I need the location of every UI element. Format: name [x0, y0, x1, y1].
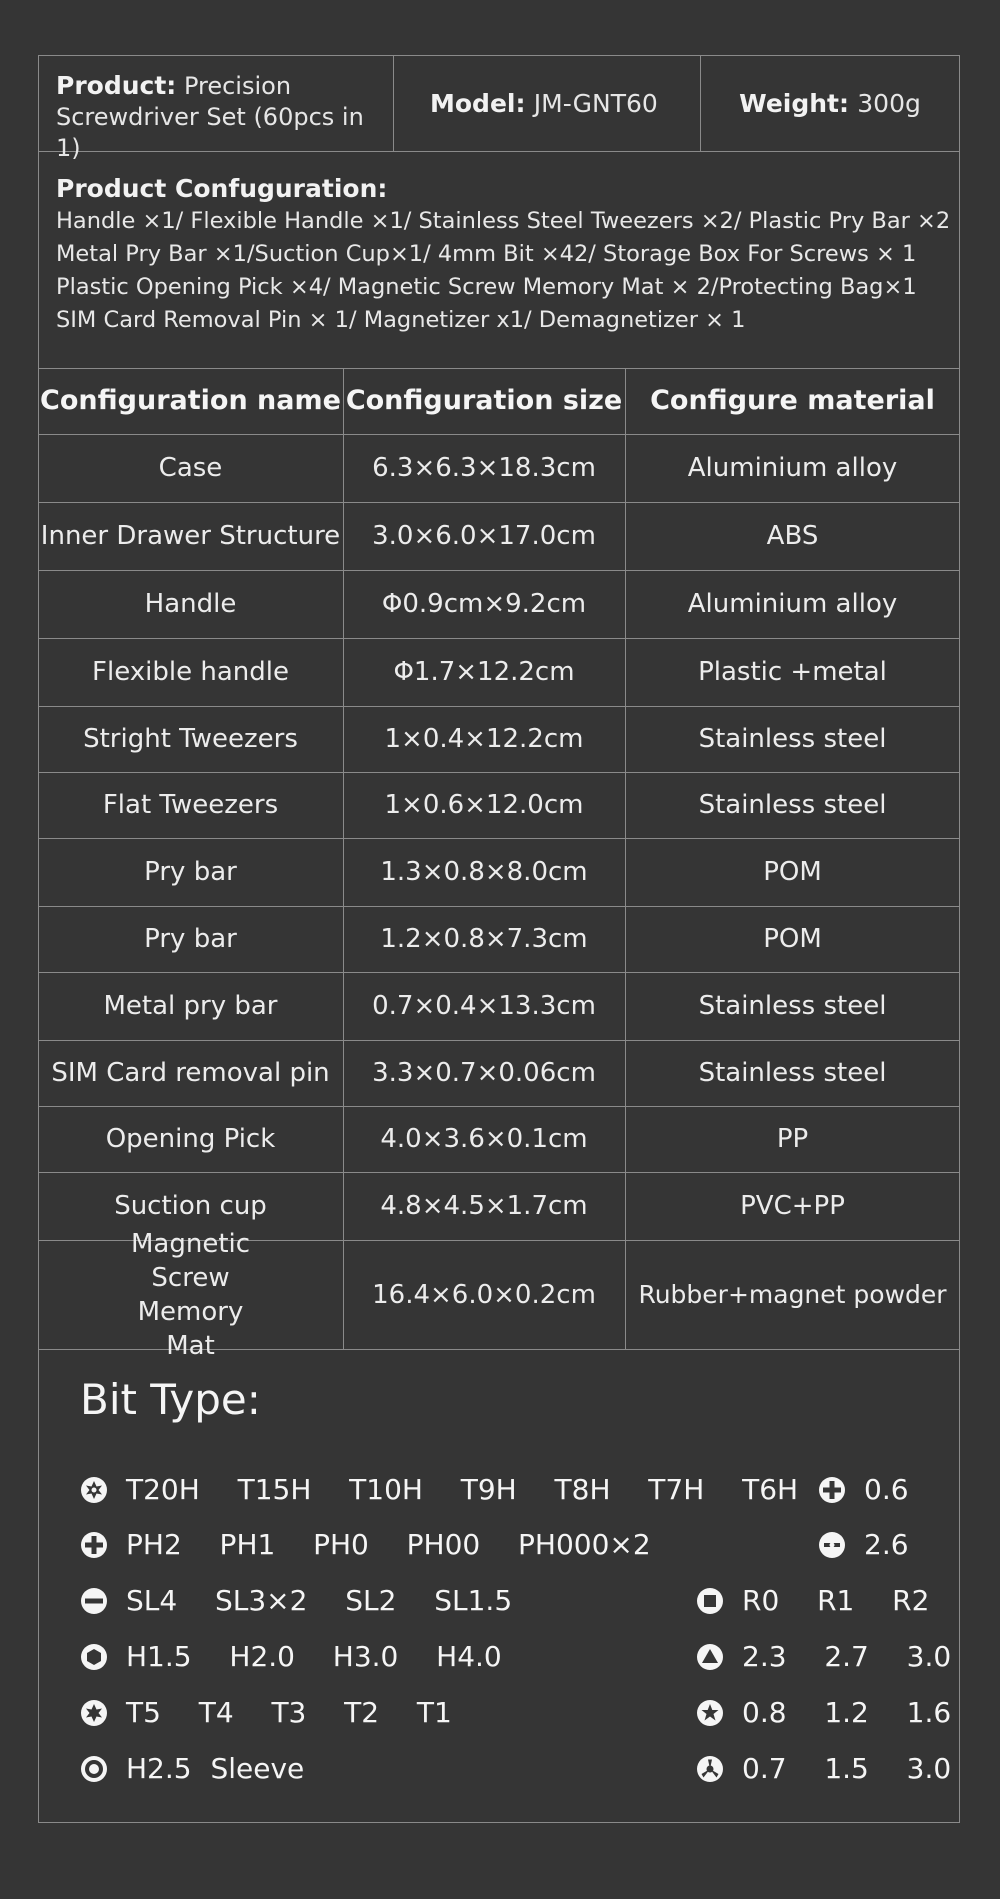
phillips-icon: [80, 1531, 108, 1559]
config-material-cell: POM: [763, 857, 822, 887]
bit-row-right: [818, 1473, 909, 1506]
configuration-title: Product Confuguration:: [56, 174, 388, 203]
bit-sizes: T20H T15H T10H T9H T8H T7H T6H: [126, 1473, 799, 1506]
table-header-2: Configuration size: [345, 385, 623, 416]
config-size-cell: 16.4×6.0×0.2cm: [372, 1279, 596, 1310]
bit-row-right: [696, 1696, 951, 1729]
product-cell: [56, 55, 376, 162]
pentalobe-icon: [696, 1699, 724, 1727]
bit-sizes: R0 R1 R2: [742, 1584, 930, 1617]
config-size-cell: 3.0×6.0×17.0cm: [372, 521, 596, 551]
bit-row-left: [80, 1528, 651, 1561]
configuration-line: SIM Card Removal Pin × 1/ Magnetizer x1/ Demagnetizer × 1: [56, 307, 746, 333]
config-name-cell: Handle: [144, 589, 237, 619]
config-name-cell: Inner Drawer Structure: [40, 521, 341, 551]
config-material-cell: Stainless steel: [698, 724, 887, 754]
config-name-cell: Magnetic Screw Memory Mat: [130, 1228, 251, 1361]
model-key: Model:: [430, 88, 526, 118]
config-name-cell: Pry bar: [144, 924, 237, 954]
divider: [393, 55, 394, 151]
bit-sizes: 2.3 2.7 3.0: [742, 1640, 952, 1673]
torx-security-icon: [80, 1476, 108, 1504]
config-name-cell: Flat Tweezers: [102, 790, 279, 820]
bit-sizes: 0.7 1.5 3.0: [742, 1752, 952, 1785]
config-material-cell: POM: [763, 924, 822, 954]
tri-wing-icon: [696, 1755, 724, 1783]
bit-row-left: [80, 1752, 304, 1785]
config-name-cell: Stright Tweezers: [83, 724, 298, 754]
config-size-cell: 1.3×0.8×8.0cm: [380, 857, 588, 887]
config-material-cell: Stainless steel: [698, 991, 887, 1021]
config-size-cell: 0.7×0.4×13.3cm: [372, 991, 596, 1021]
bit-type-title: Bit Type:: [80, 1375, 261, 1424]
sleeve-icon: [80, 1755, 108, 1783]
table-header-1: Configuration name: [40, 385, 341, 416]
config-size-cell: 1.2×0.8×7.3cm: [380, 924, 588, 954]
config-name-cell: SIM Card removal pin: [51, 1058, 330, 1088]
config-material-cell: Aluminium alloy: [687, 589, 898, 619]
config-name-cell: Metal pry bar: [103, 991, 278, 1021]
torx-icon: [80, 1699, 108, 1727]
table-header-3: Configure material: [650, 385, 935, 416]
config-size-cell: 1×0.4×12.2cm: [384, 724, 584, 754]
config-name-cell: Opening Pick: [105, 1124, 276, 1154]
configuration-line: Metal Pry Bar ×1/Suction Cup×1/ 4mm Bit ×42/ Storage Box For Screws × 1: [56, 241, 917, 267]
config-name-cell: Suction cup: [114, 1191, 267, 1221]
bit-sizes: H1.5 H2.0 H3.0 H4.0: [126, 1640, 502, 1673]
model-value: JM-GNT60: [533, 88, 658, 118]
triangle-icon: [696, 1643, 724, 1671]
bit-row-left: [80, 1696, 452, 1729]
config-material-cell: Aluminium alloy: [687, 453, 898, 483]
bit-sizes: 0.8 1.2 1.6: [742, 1696, 952, 1729]
model-cell: [430, 55, 700, 151]
bit-row-right: [696, 1584, 929, 1617]
square-icon: [696, 1587, 724, 1615]
weight-value: 300g: [857, 88, 921, 118]
config-size-cell: 1×0.6×12.0cm: [384, 790, 584, 820]
divider: [38, 151, 960, 152]
config-size-cell: Φ0.9cm×9.2cm: [381, 589, 587, 619]
bit-row-left: [80, 1584, 512, 1617]
minus-circle-icon: [818, 1531, 846, 1559]
slotted-icon: [80, 1587, 108, 1615]
config-size-cell: 4.0×3.6×0.1cm: [380, 1124, 588, 1154]
bit-row-right: [696, 1640, 951, 1673]
weight-key: Weight:: [739, 88, 849, 118]
bit-row-left: [80, 1473, 798, 1506]
config-material-cell: Stainless steel: [698, 790, 887, 820]
bit-sizes: H2.5 Sleeve: [126, 1752, 305, 1785]
bit-sizes: T5 T4 T3 T2 T1: [126, 1696, 452, 1729]
hex-icon: [80, 1643, 108, 1671]
config-size-cell: Φ1.7×12.2cm: [393, 657, 575, 687]
bit-row-right: [818, 1528, 909, 1561]
config-material-cell: PP: [776, 1124, 809, 1154]
bit-row-left: [80, 1640, 502, 1673]
configuration-line: Handle ×1/ Flexible Handle ×1/ Stainless Steel Tweezers ×2/ Plastic Pry Bar ×2: [56, 208, 951, 234]
bit-sizes: PH2 PH1 PH0 PH00 PH000×2: [126, 1528, 651, 1561]
configuration-line: Plastic Opening Pick ×4/ Magnetic Screw Memory Mat × 2/Protecting Bag×1: [56, 274, 917, 300]
product-key: Product:: [56, 71, 177, 100]
config-name-cell: Pry bar: [144, 857, 237, 887]
bit-sizes: 2.6: [864, 1528, 909, 1561]
config-size-cell: 3.3×0.7×0.06cm: [372, 1058, 596, 1088]
config-material-cell: PVC+PP: [740, 1191, 845, 1221]
bit-sizes: SL4 SL3×2 SL2 SL1.5: [126, 1584, 513, 1617]
config-material-cell: Stainless steel: [698, 1058, 887, 1088]
config-material-cell: ABS: [766, 521, 819, 551]
config-material-cell: Rubber+magnet powder: [638, 1279, 947, 1309]
config-name-cell: Flexible handle: [92, 657, 289, 687]
weight-cell: [700, 55, 960, 151]
product-configuration: [56, 173, 956, 337]
bit-row-right: [696, 1752, 951, 1785]
product-value: Precision Screwdriver Set (60pcs in 1): [56, 72, 364, 162]
config-size-cell: 6.3×6.3×18.3cm: [372, 453, 596, 483]
config-name-cell: Case: [158, 453, 223, 483]
cross-icon: [818, 1476, 846, 1504]
config-material-cell: Plastic +metal: [698, 657, 887, 687]
config-size-cell: 4.8×4.5×1.7cm: [380, 1191, 588, 1221]
bit-sizes: 0.6: [864, 1473, 909, 1506]
